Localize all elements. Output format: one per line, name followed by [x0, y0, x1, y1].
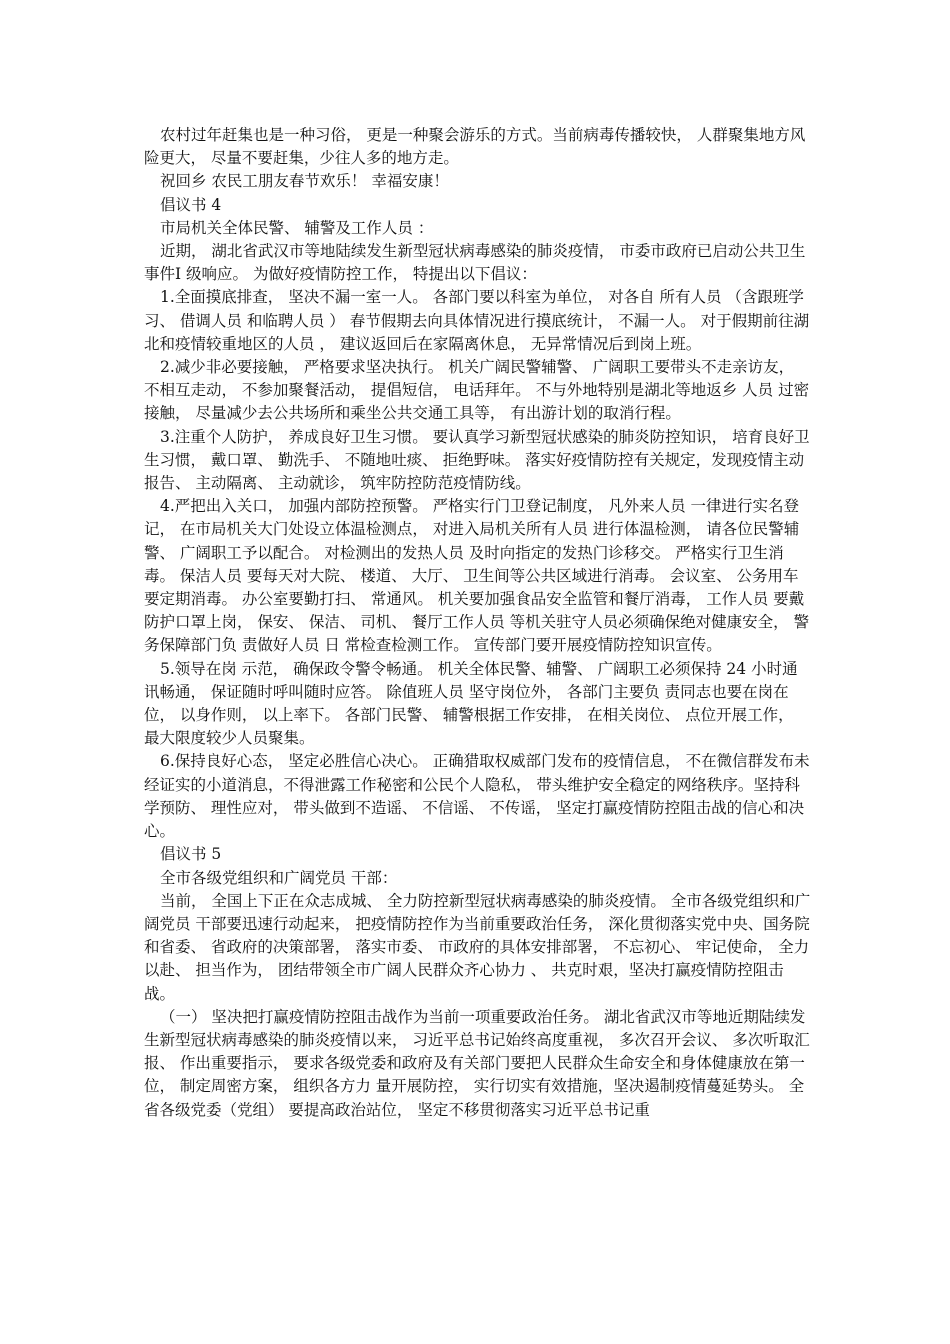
paragraph-greeting: 祝回乡 农民工朋友春节欢乐！ 幸福安康！	[160, 172, 449, 191]
item-6-mindset: 6.保持良好心态， 坚定必胜信心决心。 正确猎取权威部门发布的疫情信息， 不在微信群发布未经证实的小道消息，不得泄露工作秘密和公民个人隐私， 带头维护安全稳定的网络秩序。坚持科学预防、 理性应对， 带头做到不造谣、 不信谣、 不传谣， 坚定打赢疫情防控阻击战的信心和决心。	[144, 752, 810, 841]
document-page	[144, 124, 812, 1122]
item-3-personal-protection: 3.注重个人防护， 养成良好卫生习惯。 要认真学习新型冠状感染的肺炎防控知识， 培育良好卫生习惯， 戴口罩、 勤洗手、 不随地吐痰、 拒绝野味。 落实好疫情防控有关规定，发现疫情主动报告、 主动隔离、 主动就诊， 筑牢防控防范疫情防线。	[144, 427, 810, 493]
heading-proposal-4: 倡议书 4	[160, 195, 222, 214]
item-2-reduce-contact: 2.减少非必要接触， 严格要求坚决执行。 机关广阔民警辅警、 广阔职工要带头不走亲访友， 不相互走动， 不参加聚餐活动， 提倡短信， 电话拜年。 不与外地特别是湖北等地返乡 人员 过密接触， 尽量减少去公共场所和乘坐公共交通工具等， 有出游计划的取消行程。	[144, 358, 810, 423]
paragraph-intro-4: 近期， 湖北省武汉市等地陆续发生新型冠状病毒感染的肺炎疫情， 市委市政府已启动公共卫生事件Ⅰ 级响应。 为做好疫情防控工作， 特提出以下倡议：	[144, 242, 806, 284]
item-1-survey: 1.全面摸底排查， 坚决不漏一室一人。 各部门要以科室为单位， 对各自 所有人员 （含跟班学习、 借调人员 和临聘人员 ） 春节假期去向具体情况进行摸底统计， 不漏一人。 对于假期前往湖北和疫情较重地区的人员 ， 建议返回后在家隔离休息， 无异常情况后到岗上班。	[144, 288, 810, 353]
heading-proposal-5: 倡议书 5	[160, 845, 222, 864]
item-5-leadership: 5.领导在岗 示范， 确保政令警令畅通。 机关全体民警、辅警、 广阔职工必须保持 24 小时通讯畅通， 保证随时呼叫随时应答。 除值班人员 坚守岗位外， 各部门主要负 责同志也要在岗在位， 以身作则， 以上率下。 各部门民警、 辅警根据工作安排， 在相关岗位、 点位开展工作， 最大限度较少人员聚集。	[144, 659, 799, 748]
paragraph-market-custom: 农村过年赶集也是一种习俗， 更是一种聚会游乐的方式。当前病毒传播较快， 人群聚集地方风险更大， 尽量不要赶集，少往人多的地方走。	[144, 126, 806, 168]
addressee-party: 全市各级党组织和广阔党员 干部：	[160, 868, 398, 887]
item-4-entrance-control: 4.严把出入关口， 加强内部防控预警。 严格实行门卫登记制度， 凡外来人员 一律进行实名登记， 在市局机关大门处设立体温检测点， 对进入局机关所有人员 进行体温检测， 请各位民警辅警、 广阔职工予以配合。 对检测出的发热人员 及时向指定的发热门诊移交。 严格实行卫生消毒。 保洁人员 要每天对大院、 楼道、 大厅、 卫生间等公共区域进行消毒。 会议室、 公务用车要定期消毒。 办公室要勤打扫、 常通风。 机关要加强食品安全监管和餐厅消毒， 工作人员 要戴防护口罩上岗， 保安、 保洁、 司机、 餐厅工作人员 等机关驻守人员必须确保绝对健康安全， 警务保障部门负 责做好人员 日 常检查检测工作。 宣传部门要开展疫情防控知识宣传。	[144, 497, 810, 655]
addressee-police: 市局机关全体民警、 辅警及工作人员 ：	[160, 218, 434, 237]
paragraph-intro-5: 当前， 全国上下正在众志成城、 全力防控新型冠状病毒感染的肺炎疫情。 全市各级党组织和广阔党员 干部要迅速行动起来， 把疫情防控作为当前重要政治任务， 深化贯彻落实党中央、国务院和省委、 省政府的决策部署， 落实市委、 市政府的具体安排部署， 不忘初心、 牢记使命， 全力以赴、 担当作为， 团结带领全市广阔人民群众齐心协力 、 共克时艰，坚决打赢疫情防控阻击战。	[144, 891, 811, 1003]
section-1-political-task: （一） 坚决把打赢疫情防控阻击战作为当前一项重要政治任务。 湖北省武汉市等地近期陆续发生新型冠状病毒感染的肺炎疫情以来， 习近平总书记始终高度重视， 多次召开会议、 多次听取汇报、 作出重要指示， 要求各级党委和政府及有关部门要把人民群众生命安全和身体健康放在第一位， 制定周密方案， 组织各方力 量开展防控， 实行切实有效措施，坚决遏制疫情蔓延势头。 全省各级党委（党组） 要提高政治站位， 坚定不移贯彻落实习近平总书记重	[144, 1007, 810, 1119]
